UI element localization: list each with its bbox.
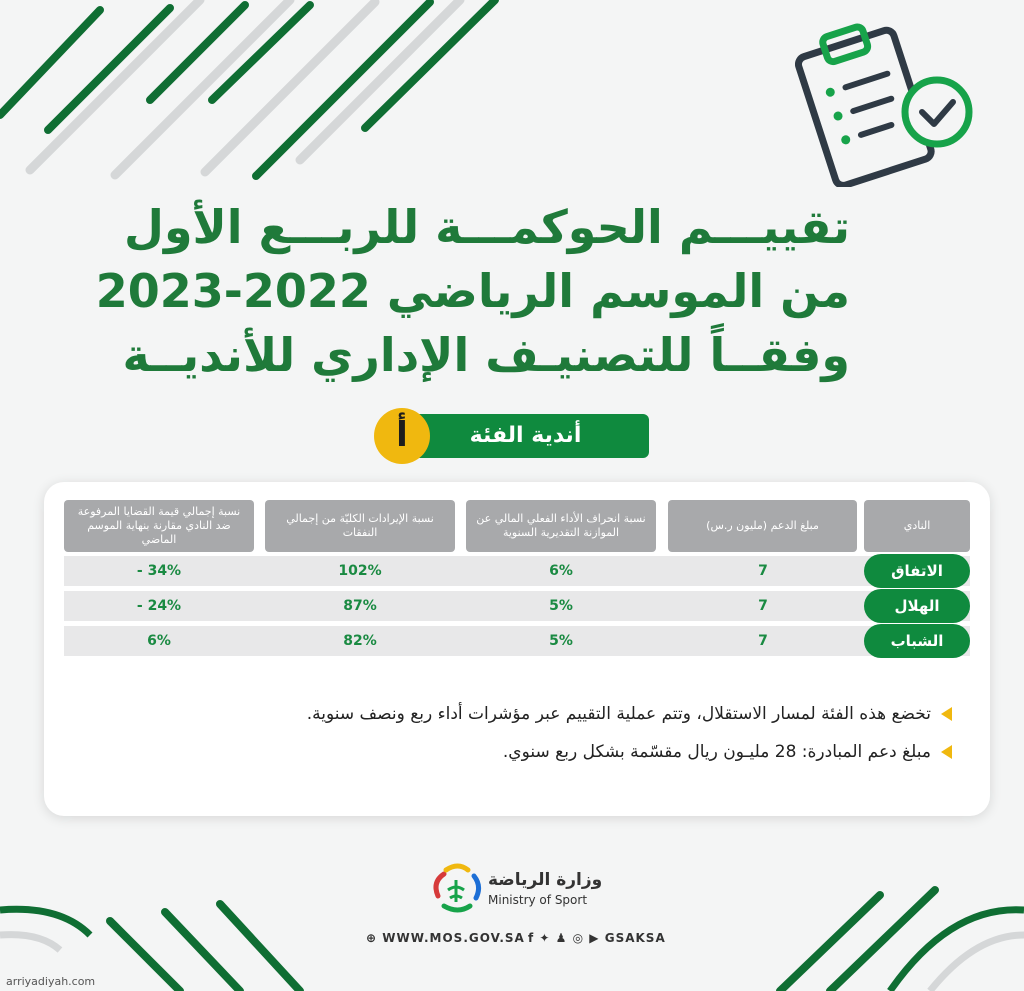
- club-name: الاتفاق: [864, 554, 970, 588]
- category-label: [402, 414, 649, 458]
- ministry-logo-icon: [428, 862, 484, 914]
- category-label-text: أندية الفئة: [469, 423, 582, 448]
- note-text: تخضع هذه الفئة لمسار الاستقلال، وتتم عملية التقييم عبر مؤشرات أداء ربع ونصف سنوية.: [306, 704, 931, 724]
- title-line-3: وفقــاً للتصنيـف الإداري للأنديــة: [122, 328, 850, 382]
- header-club: النادي: [864, 500, 970, 552]
- ministry-name-en: Ministry of Sport: [488, 893, 588, 907]
- snapchat-icon: ♟: [555, 931, 568, 945]
- handle-text: GSAKSA: [604, 931, 666, 945]
- header-support: مبلغ الدعم (مليون ر.س): [668, 500, 857, 552]
- deviation-value: 6%: [549, 563, 573, 579]
- header-revenue: نسبة الإيرادات الكليّة من إجمالي النفقات: [265, 500, 455, 552]
- youtube-icon: ▶: [589, 931, 600, 945]
- club-name: الهلال: [864, 589, 970, 623]
- header-deviation: نسبة انحراف الأداء الفعلي المالي عن الموازنة التقديرية السنوية: [466, 500, 656, 552]
- ministry-name-ar: وزارة الرياضة: [488, 870, 603, 890]
- instagram-icon: ◎: [572, 931, 585, 945]
- cases-value: - 24%: [136, 598, 182, 614]
- globe-icon: ⊕: [366, 931, 378, 945]
- support-value: 7: [758, 563, 768, 579]
- club-name: الشباب: [864, 624, 970, 658]
- social-handle[interactable]: [528, 931, 666, 945]
- deviation-value: 5%: [549, 633, 573, 649]
- facebook-icon: f: [528, 931, 535, 945]
- deviation-value: 5%: [549, 598, 573, 614]
- note-item: [503, 742, 952, 762]
- watermark: arriyadiyah.com: [6, 975, 96, 988]
- revenue-value: 82%: [343, 633, 377, 649]
- bullet-triangle-icon: [941, 745, 952, 759]
- support-value: 7: [758, 633, 768, 649]
- results-card: [44, 482, 990, 816]
- revenue-value: 87%: [343, 598, 377, 614]
- note-text: مبلغ دعم المبادرة: 28 مليـون ريال مقسّمة بشكل ربع سنوي.: [502, 742, 931, 762]
- twitter-icon: ✦: [539, 931, 551, 945]
- website-link[interactable]: [366, 931, 525, 945]
- category-badge: أ: [374, 408, 430, 464]
- clipboard-checklist-icon: [795, 12, 985, 187]
- cases-value: 6%: [147, 633, 171, 649]
- note-item: [307, 704, 952, 724]
- title-line-1: تقييـــم الحوكمـــة للربـــع الأول: [124, 200, 850, 254]
- support-value: 7: [758, 598, 768, 614]
- page-title: [95, 195, 850, 387]
- bullet-triangle-icon: [941, 707, 952, 721]
- revenue-value: 102%: [338, 563, 382, 579]
- website-text: WWW.MOS.GOV.SA: [382, 931, 525, 945]
- title-line-2: من الموسم الرياضي 2022-2023: [95, 264, 850, 318]
- header-cases: نسبة إجمالي قيمة القضايا المرفوعة ضد النادي مقارنة بنهاية الموسم الماضي: [64, 500, 254, 552]
- checkmark-circle-icon: [905, 80, 969, 144]
- cases-value: - 34%: [136, 563, 182, 579]
